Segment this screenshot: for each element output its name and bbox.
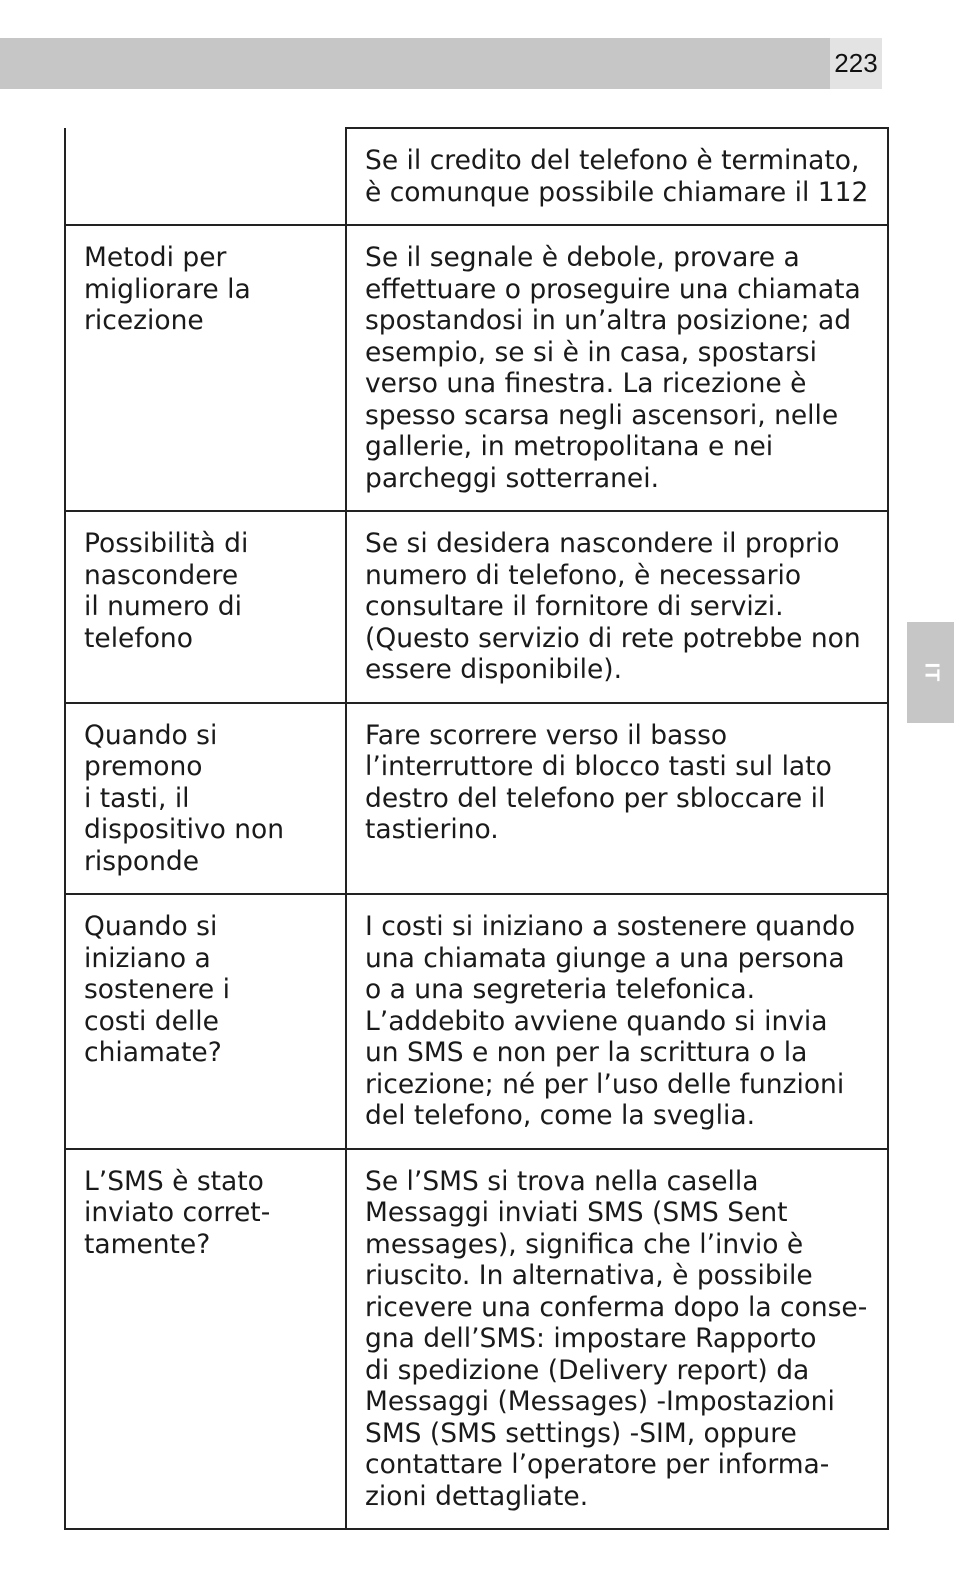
table-row xyxy=(65,511,888,703)
question-cell: Possibilità di nascondere il numero di telefono xyxy=(65,511,346,703)
answer-cell: Se il credito del telefono è terminato, è comunque possibile chiamare il 112 xyxy=(346,128,888,225)
table-row xyxy=(65,128,888,225)
answer-cell: I costi si iniziano a sostenere quando una chiamata giunge a una persona o a una segreteria telefonica. L’addebito avviene quando si invia un SMS e non per la scrittura o la ricezione; né per l’uso delle funzioni del telefono, come la sveglia. xyxy=(346,894,888,1149)
table-row xyxy=(65,894,888,1149)
question-cell: Quando si premono i tasti, il dispositivo non risponde xyxy=(65,703,346,895)
answer-cell: Se si desidera nascondere il proprio numero di telefono, è necessario consultare il fornitore di servizi. (Questo servizio di rete potrebbe non essere disponibile). xyxy=(346,511,888,703)
answer-cell: Fare scorrere verso il basso l’interruttore di blocco tasti sul lato destro del telefono per sbloccare il tastierino. xyxy=(346,703,888,895)
table-row xyxy=(65,703,888,895)
question-cell: L’SMS è stato inviato corret- tamente? xyxy=(65,1149,346,1530)
faq-table xyxy=(64,127,889,1530)
table-row xyxy=(65,1149,888,1530)
language-tab-label: IT xyxy=(920,662,942,683)
header-bar xyxy=(0,38,830,89)
answer-cell: Se il segnale è debole, provare a effettuare o proseguire una chiamata spostandosi in un’altra posizione; ad esempio, se si è in casa, spostarsi verso una finestra. La ricezione è spesso scarsa negli ascensori, nelle gallerie, in metropolitana e nei parcheggi sotterranei. xyxy=(346,225,888,511)
answer-cell: Se l’SMS si trova nella casella Messaggi inviati SMS (SMS Sent messages), significa che l’invio è riuscito. In alternativa, è possibile ricevere una conferma dopo la conse- gna dell’SMS: impostare Rapporto di spedizione (Delivery report) da Messaggi (Messages) -Impostazioni SMS (SMS settings) -SIM, oppure contattare l’operatore per informa- zioni dettagliate. xyxy=(346,1149,888,1530)
table-row xyxy=(65,225,888,511)
page-number: 223 xyxy=(830,38,882,89)
language-tab xyxy=(907,622,954,723)
question-cell xyxy=(65,128,346,225)
question-cell: Quando si iniziano a sostenere i costi delle chiamate? xyxy=(65,894,346,1149)
question-cell: Metodi per migliorare la ricezione xyxy=(65,225,346,511)
